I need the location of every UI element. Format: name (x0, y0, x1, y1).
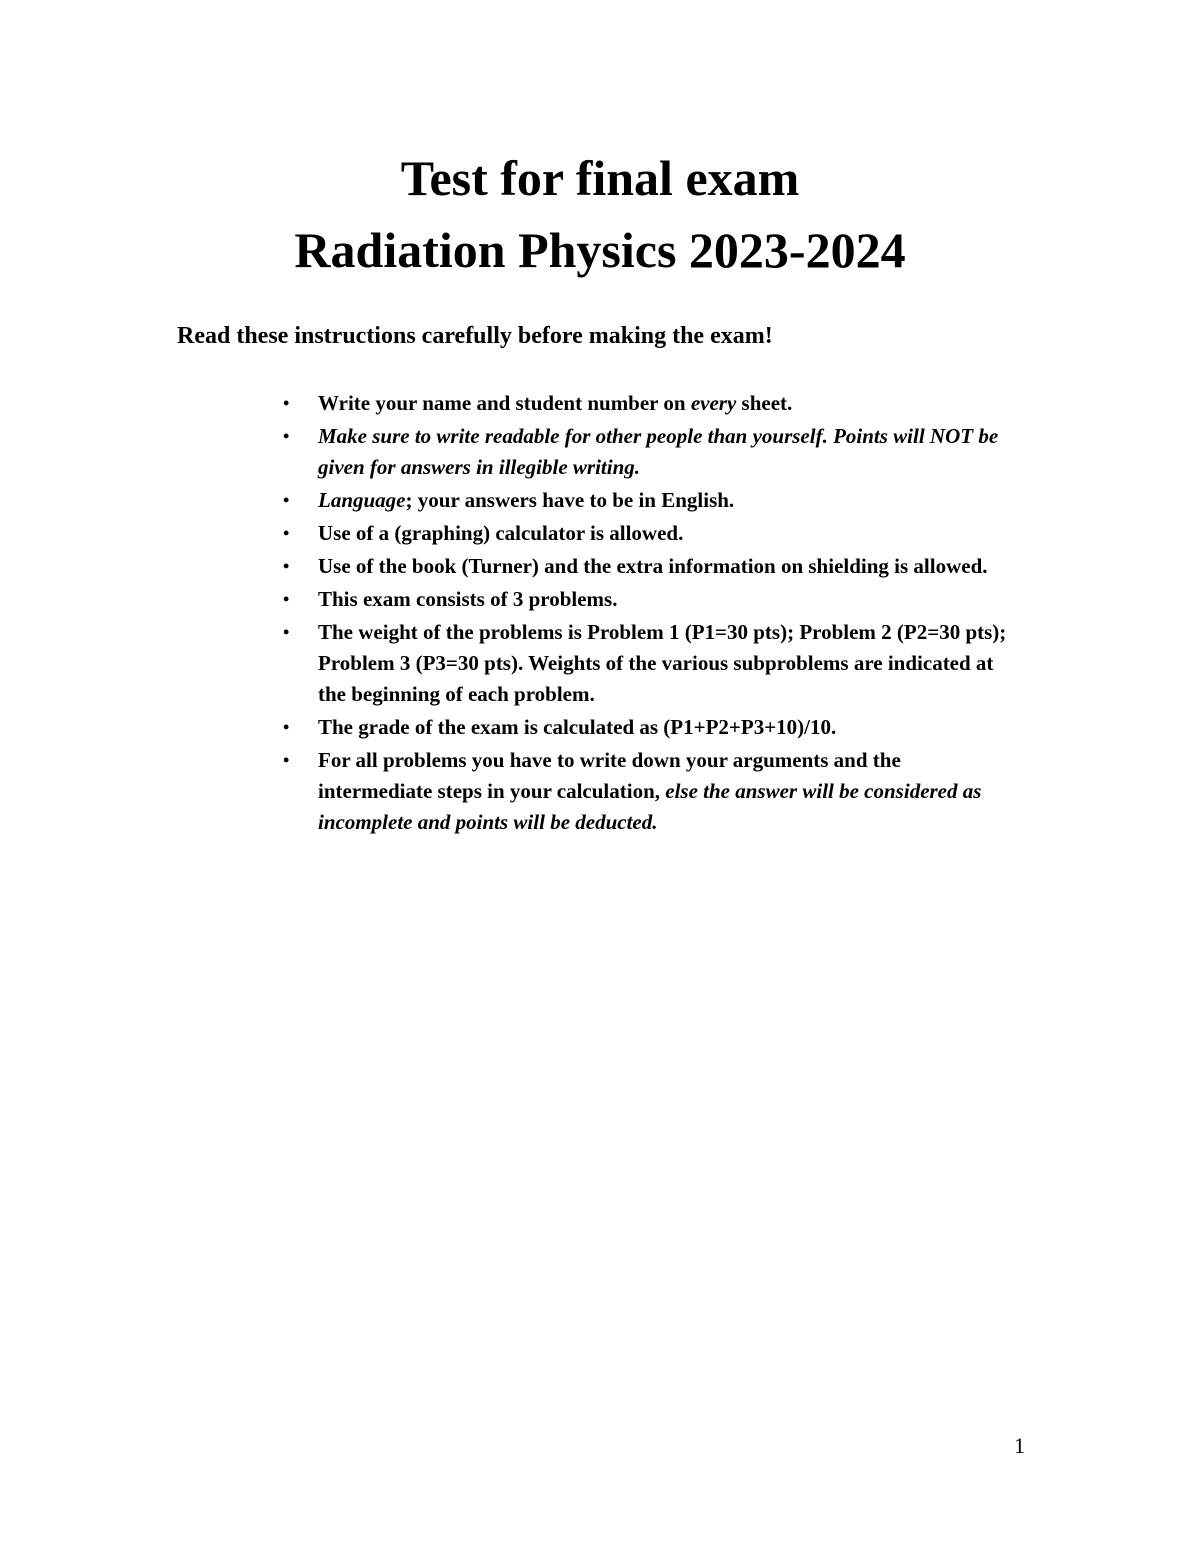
list-item (0, 617, 1018, 710)
rule-text: This exam consists of 3 problems. (318, 587, 618, 611)
rule-text: For all problems you have to write down your arguments and the intermediate steps in your calculation, (318, 748, 901, 803)
list-item (0, 518, 1018, 549)
page-number: 1 (1014, 1433, 1025, 1458)
rule-text-end: ; your answers have to be in English. (405, 488, 735, 512)
rule-text: The grade of the exam is calculated as (P1+P2+P3+10)/10. (318, 715, 837, 739)
rule-text: Write your name and student number on (318, 391, 691, 415)
bullet-icon: • (283, 523, 290, 543)
rule-emphasis: every (690, 391, 737, 415)
instructions-list (0, 388, 1200, 840)
bullet-icon: • (283, 490, 290, 510)
list-item (0, 745, 1018, 838)
rule-text-end: sheet. (736, 391, 793, 415)
rule-emphasis: else the answer will be considered as incomplete and points will be deducted. (318, 779, 982, 834)
bullet-icon: • (283, 393, 290, 413)
bullet-icon: • (283, 426, 290, 446)
bullet-icon: • (283, 622, 290, 642)
list-item (0, 551, 1018, 582)
title-line-2: Radiation Physics 2023-2024 (294, 222, 906, 278)
rule-text: Use of a (graphing) calculator is allowed. (318, 521, 684, 545)
list-item (0, 388, 1018, 419)
instructions-heading: Read these instructions carefully before making the exam! (177, 323, 773, 349)
bullet-icon: • (283, 717, 290, 737)
list-item (0, 584, 1018, 615)
list-item (0, 485, 1018, 516)
list-item (0, 712, 1018, 743)
rule-emphasis: Language (318, 488, 406, 512)
bullet-icon: • (283, 556, 290, 576)
rule-text: Use of the book (Turner) and the extra information on shielding is allowed. (318, 554, 988, 578)
bullet-icon: • (283, 589, 290, 609)
rule-text: The weight of the problems is Problem 1 (P1=30 pts); Problem 2 (P2=30 pts); Problem 3 (P3=30 pts). Weights of the various subproblems are indicated at the beginning of each problem. (318, 620, 1007, 706)
page-title (0, 142, 1200, 286)
list-item (0, 421, 1018, 483)
bullet-icon: • (283, 750, 290, 770)
rule-emphasis: Make sure to write readable for other people than yourself. Points will NOT be given for answers in illegible writing. (318, 424, 999, 479)
title-line-1: Test for final exam (400, 150, 800, 206)
